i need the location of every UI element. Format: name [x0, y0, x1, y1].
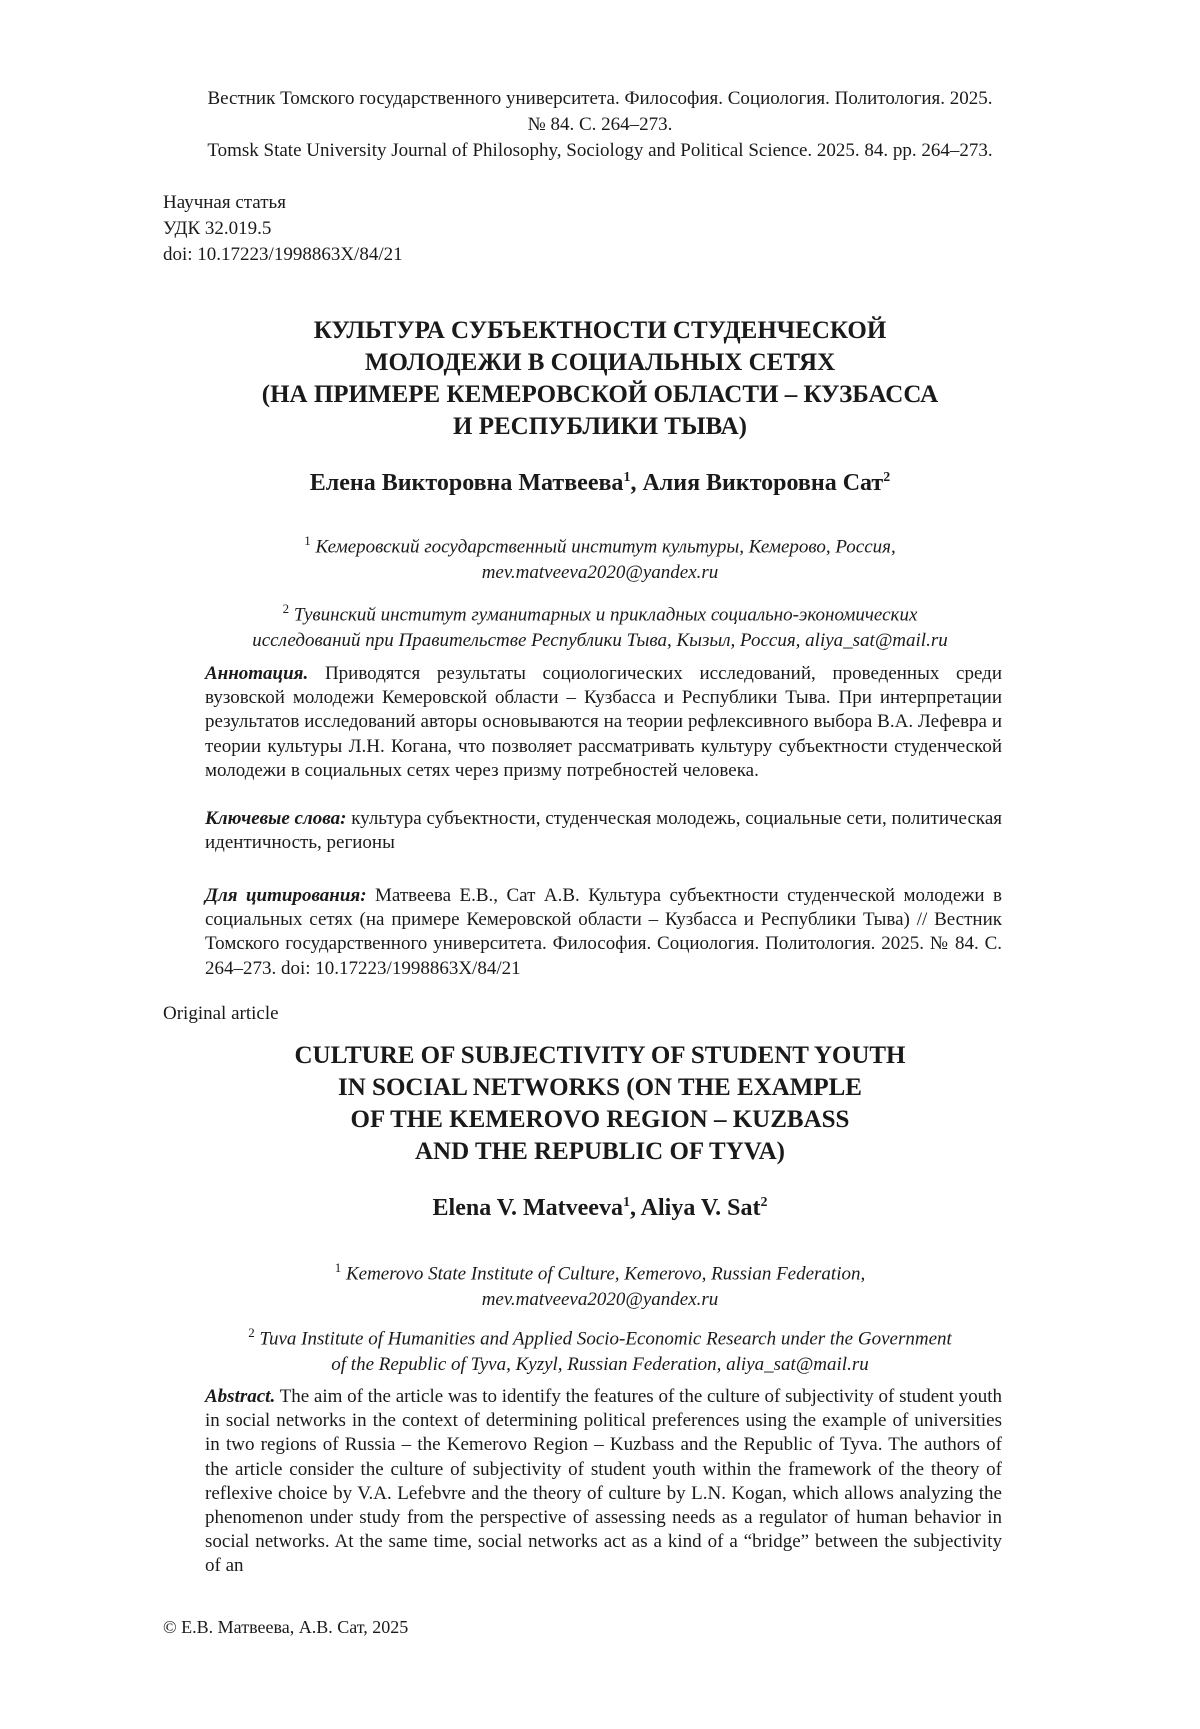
keywords-text: культура субъектности, студенческая молодежь, социальные сети, политическая идентичность, регионы	[205, 808, 1003, 854]
affil-sup: 2	[282, 601, 290, 616]
affil-text: Tuva Institute of Humanities and Applied Socio-Economic Research under the Government	[259, 1328, 952, 1350]
affil-sup: 1	[304, 533, 311, 548]
abstract-label: Аннотация.	[205, 663, 309, 684]
abstract-text: The aim of the article was to identify the features of the culture of subjectivity of student youth in social networks in the context of determining political preferences using the example of universities in two regions of Russia – the Kemerovo Region – Kuzbass and the Republic of Tyva. The authors of the article consider the culture of subjectivity of student youth within the framework of the theory of reflexive choice by V.A. Lefebvre and the theory of culture by L.N. Kogan, which allows analyzing the phenomenon under study from the perspective of assessing needs as a regulator of human behavior in social networks. At the same time, social networks act as a kind of a “bridge” between the subjectivity of an	[205, 1386, 1002, 1577]
affiliation-en-2	[150, 1320, 1050, 1378]
title-ru	[150, 315, 1050, 443]
author-sup: 1	[623, 470, 631, 485]
doi: doi: 10.17223/1998863X/84/21	[163, 244, 403, 265]
affil-text: of the Republic of Tyva, Kyzyl, Russian Federation, aliya_sat@mail.ru	[331, 1354, 869, 1376]
title-ru-line: И РЕСПУБЛИКИ ТЫВА)	[453, 413, 747, 440]
affil-sup: 1	[334, 1260, 342, 1275]
abstract-en	[205, 1385, 1002, 1579]
article-meta	[163, 190, 403, 268]
title-ru-line: КУЛЬТУРА СУБЪЕКТНОСТИ СТУДЕНЧЕСКОЙ	[313, 317, 887, 344]
affiliation-ru-1	[150, 528, 1050, 586]
author-name: Елена Викторовна Матвеева	[309, 470, 624, 496]
keywords-label: Ключевые слова:	[205, 808, 347, 829]
abstract-text: Приводятся результаты социологических исследований, проведенных среди вузовской молодежи Кемеровской области – Кузбасса и Республики Тыва. При интерпретации результатов исследований авторы основываются на теории рефлексивного выбора В.А. Лефевра и теории культуры Л.Н. Когана, что позволяет рассматривать культуру субъектности студенческой молодежи в социальных сетях через призму потребностей человека.	[205, 663, 1003, 781]
citation-label: Для цитирования:	[205, 885, 367, 906]
copyright: © Е.В. Матвеева, А.В. Сат, 2025	[163, 1617, 409, 1637]
affil-email: mev.matveeva2020@yandex.ru	[481, 562, 719, 584]
article-type: Научная статья	[163, 192, 286, 213]
affiliation-ru-2	[150, 596, 1050, 654]
author-name: Elena V. Matveeva	[432, 1195, 623, 1221]
title-ru-line: МОЛОДЕЖИ В СОЦИАЛЬНЫХ СЕТЯХ	[364, 349, 836, 376]
article-type-en: Original article	[163, 1003, 279, 1024]
title-ru-line: (НА ПРИМЕРЕ КЕМЕРОВСКОЙ ОБЛАСТИ – КУЗБАССА	[261, 381, 939, 408]
author-sup: 1	[622, 1195, 630, 1210]
affil-text: исследований при Правительстве Республики Тыва, Кызыл, Россия, aliya_sat@mail.ru	[252, 630, 948, 652]
author-name: Aliya V. Sat	[640, 1195, 761, 1221]
author-separator: ,	[630, 470, 643, 496]
journal-line-ru: Вестник Томского государственного университета. Философия. Социология. Политология. 2025.	[207, 88, 993, 109]
title-en-line: IN SOCIAL NETWORKS (ON THE EXAMPLE	[338, 1074, 862, 1101]
keywords-ru	[205, 807, 1002, 855]
author-name: Алия Викторовна Сат	[642, 470, 884, 496]
author-separator: ,	[629, 1195, 641, 1221]
affil-email: mev.matveeva2020@yandex.ru	[481, 1289, 719, 1311]
title-en-line: OF THE KEMEROVO REGION – KUZBASS	[350, 1106, 850, 1133]
abstract-label: Abstract.	[205, 1386, 276, 1407]
citation-ru	[205, 884, 1002, 981]
affil-text: Тувинский институт гуманитарных и прикладных социально-экономических	[293, 604, 918, 626]
udk-code: УДК 32.019.5	[163, 218, 272, 239]
citation-text: Матвеева Е.В., Сат А.В. Культура субъектности студенческой молодежи в социальных сетях (на примере Кемеровской области – Кузбасса и Республики Тыва) // Вестник Томского государственного университета. Философия. Социология. Политология. 2025. № 84. С. 264–273. doi: 10.17223/1998863X/84/21	[205, 885, 1003, 979]
title-en-line: CULTURE OF SUBJECTIVITY OF STUDENT YOUTH	[294, 1042, 906, 1069]
author-sup: 2	[760, 1195, 768, 1210]
affil-sup: 2	[248, 1325, 255, 1340]
author-sup: 2	[883, 470, 891, 485]
affiliation-en-1	[150, 1255, 1050, 1313]
abstract-ru	[205, 662, 1002, 783]
affil-text: Кемеровский государственный институт культуры, Кемерово, Россия,	[315, 536, 896, 558]
title-en	[150, 1040, 1050, 1168]
title-en-line: AND THE REPUBLIC OF TYVA)	[415, 1138, 785, 1165]
authors-ru	[150, 470, 1050, 497]
journal-issue-ru: № 84. С. 264–273.	[527, 114, 673, 135]
journal-line-en: Tomsk State University Journal of Philosophy, Sociology and Political Science. 2025. 84. pp. 264–273.	[207, 140, 993, 161]
affil-text: Kemerovo State Institute of Culture, Kemerovo, Russian Federation,	[345, 1263, 866, 1285]
authors-en	[150, 1195, 1050, 1222]
journal-header	[150, 86, 1050, 164]
